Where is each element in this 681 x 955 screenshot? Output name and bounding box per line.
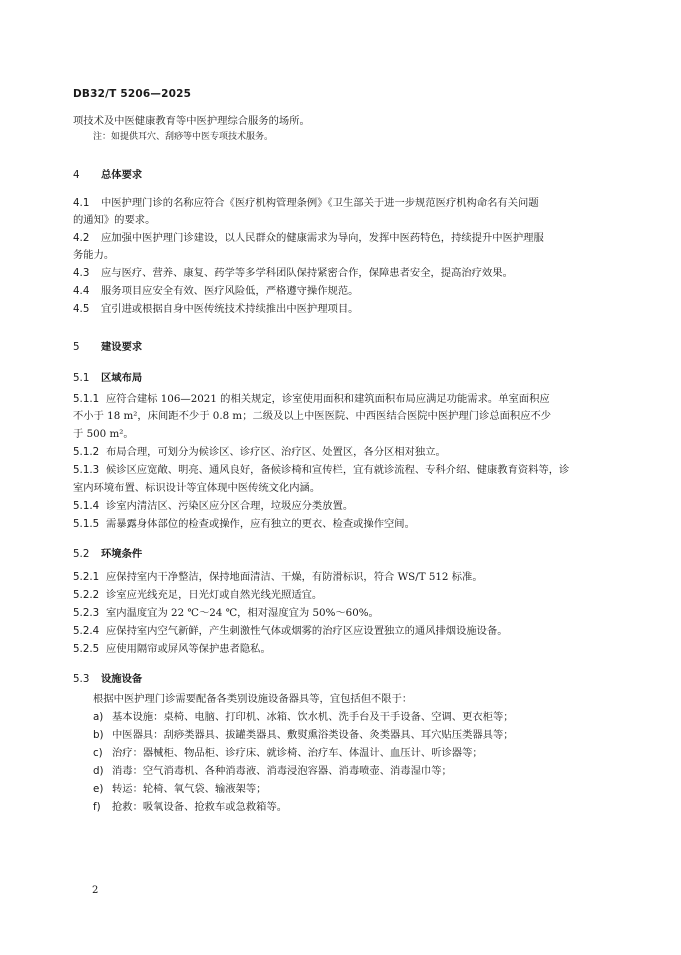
subsection-title: 区域布局 [101,372,143,384]
clause-4-1 [73,196,539,210]
list-item-text: 中医器具：刮痧类器具、拔罐类器具、敷熨熏浴类设备、灸类器具、耳穴贴压类器具等； [112,729,514,741]
clause-text: 布局合理，可划分为候诊区、诊疗区、治疗区、处置区，各分区相对独立。 [106,446,446,458]
clause-text-continued: 于 500 m²。 [73,428,134,440]
list-marker: c) [93,747,103,759]
section-5-heading [73,338,142,353]
clause-number: 4.1 [73,197,90,209]
clause-number: 5.1.3 [73,464,100,476]
subsection-title: 设施设备 [101,673,143,685]
clause-5-2-5 [73,642,271,656]
list-marker: e) [93,783,104,795]
clause-text: 诊室内清洁区、污染区应分区合理，垃圾应分类放置。 [106,500,354,512]
clause-text: 中医护理门诊的名称应符合《医疗机构管理条例》《卫生部关于进一步规范医疗机构命名有关问题 [101,197,539,209]
clause-5-2-3 [73,606,379,620]
clause-text-continued: 务能力。 [73,249,115,261]
clause-text: 室内温度宜为 22 ℃～24 ℃，相对湿度宜为 50%～60%。 [106,607,379,619]
list-item-text: 抢救：吸氧设备、抢救车或急救箱等。 [112,801,288,813]
clause-text-continued: 室内环境布置、标识设计等宜体现中医传统文化内涵。 [73,482,321,494]
clause-text: 应与医疗、营养、康复、药学等多学科团队保持紧密合作，保障患者安全，提高治疗效果。 [101,267,513,279]
clause-number: 5.2.3 [73,607,100,619]
clause-text: 需暴露身体部位的检查或操作，应有独立的更衣、检查或操作空间。 [106,518,415,530]
clause-5-2-2 [73,588,322,602]
list-marker: b) [93,729,104,741]
list-marker: a) [93,711,104,723]
clause-5-1-3 [73,463,569,477]
equipment-list-item [93,764,452,778]
page-number: 2 [92,885,99,896]
equipment-intro: 根据中医护理门诊需要配备各类别设施设备器具等，宜包括但不限于： [93,693,413,705]
clause-text: 应符合建标 106—2021 的相关规定，诊室使用面积和建筑面积布局应满足功能需求。单室面积应 [106,393,550,405]
clause-text: 应保持室内干净整洁，保持地面清洁、干燥，有防滑标识，符合 WS/T 512 标准。 [106,571,483,583]
equipment-list-item [93,746,483,760]
list-item-text: 转运：轮椅、氧气袋、输液架等； [112,783,267,795]
clause-number: 5.1.4 [73,500,100,512]
clause-text: 诊室应光线充足，日光灯或自然光线光照适宜。 [106,589,323,601]
subsection-5-3-heading [73,670,142,685]
clause-number: 4.3 [73,267,90,279]
clause-number: 5.2.2 [73,589,100,601]
subsection-5-1-heading [73,369,142,384]
clause-text: 服务项目应安全有效、医疗风险低，严格遵守操作规范。 [101,285,359,297]
subsection-number: 5.3 [73,673,90,685]
clause-number: 5.1.5 [73,518,100,530]
standard-code-header: DB32/T 5206—2025 [73,88,192,100]
clause-4-5 [73,302,358,316]
clause-number: 5.2.4 [73,625,100,637]
clause-text: 应保持室内空气新鲜，产生刺激性气体或烟雾的治疗区应设置独立的通风排烟设施设备。 [106,625,508,637]
clause-5-2-4 [73,624,508,638]
body-text: 项技术及中医健康教育等中医护理综合服务的场所。 [73,115,310,127]
equipment-list-item [93,710,514,724]
list-marker: f) [93,801,101,813]
list-marker: d) [93,765,104,777]
section-number: 5 [73,341,80,353]
clause-number: 4.2 [73,232,90,244]
list-item-text: 基本设施：桌椅、电脑、打印机、冰箱、饮水机、洗手台及干手设备、空调、更衣柜等； [112,711,514,723]
clause-4-3 [73,266,513,280]
equipment-list-item [93,800,287,814]
equipment-list-item [93,728,514,742]
list-item-text: 消毒：空气消毒机、各种消毒液、消毒浸泡容器、消毒喷壶、消毒湿巾等； [112,765,452,777]
section-title: 建设要求 [101,341,143,353]
clause-5-1-4 [73,499,353,513]
clause-text-continued: 的通知》的要求。 [73,214,156,226]
section-title: 总体要求 [101,169,143,181]
subsection-title: 环境条件 [101,548,143,560]
clause-number: 5.1.2 [73,446,100,458]
clause-number: 4.5 [73,303,90,315]
subsection-5-2-heading [73,545,142,560]
section-number: 4 [73,169,80,181]
clause-5-1-1 [73,392,550,406]
note-text: 注：如提供耳穴、刮痧等中医专项技术服务。 [93,132,274,142]
clause-5-2-1 [73,570,483,584]
clause-text: 候诊区应宽敞、明亮、通风良好，备候诊椅和宣传栏，宜有就诊流程、专科介绍、健康教育资料等，诊 [106,464,570,476]
clause-number: 5.2.1 [73,571,100,583]
clause-text: 应使用隔帘或屏风等保护患者隐私。 [106,643,271,655]
section-4-heading [73,166,142,181]
clause-4-4 [73,284,358,298]
clause-number: 5.1.1 [73,393,100,405]
clause-text: 应加强中医护理门诊建设，以人民群众的健康需求为导向，发挥中医药特色，持续提升中医护理服 [101,232,544,244]
list-item-text: 治疗：器械柜、物品柜、诊疗床、就诊椅、治疗车、体温计、血压计、听诊器等； [112,747,483,759]
clause-number: 4.4 [73,285,90,297]
clause-text: 宜引进或根据自身中医传统技术持续推出中医护理项目。 [101,303,359,315]
clause-text-continued: 不小于 18 m²，床间距不少于 0.8 m；二级及以上中医医院、中西医结合医院中医护理门诊总面积应不少 [73,410,552,422]
subsection-number: 5.1 [73,372,90,384]
clause-4-2 [73,231,544,245]
clause-5-1-2 [73,445,446,459]
clause-5-1-5 [73,517,415,531]
equipment-list-item [93,782,266,796]
subsection-number: 5.2 [73,548,90,560]
clause-number: 5.2.5 [73,643,100,655]
